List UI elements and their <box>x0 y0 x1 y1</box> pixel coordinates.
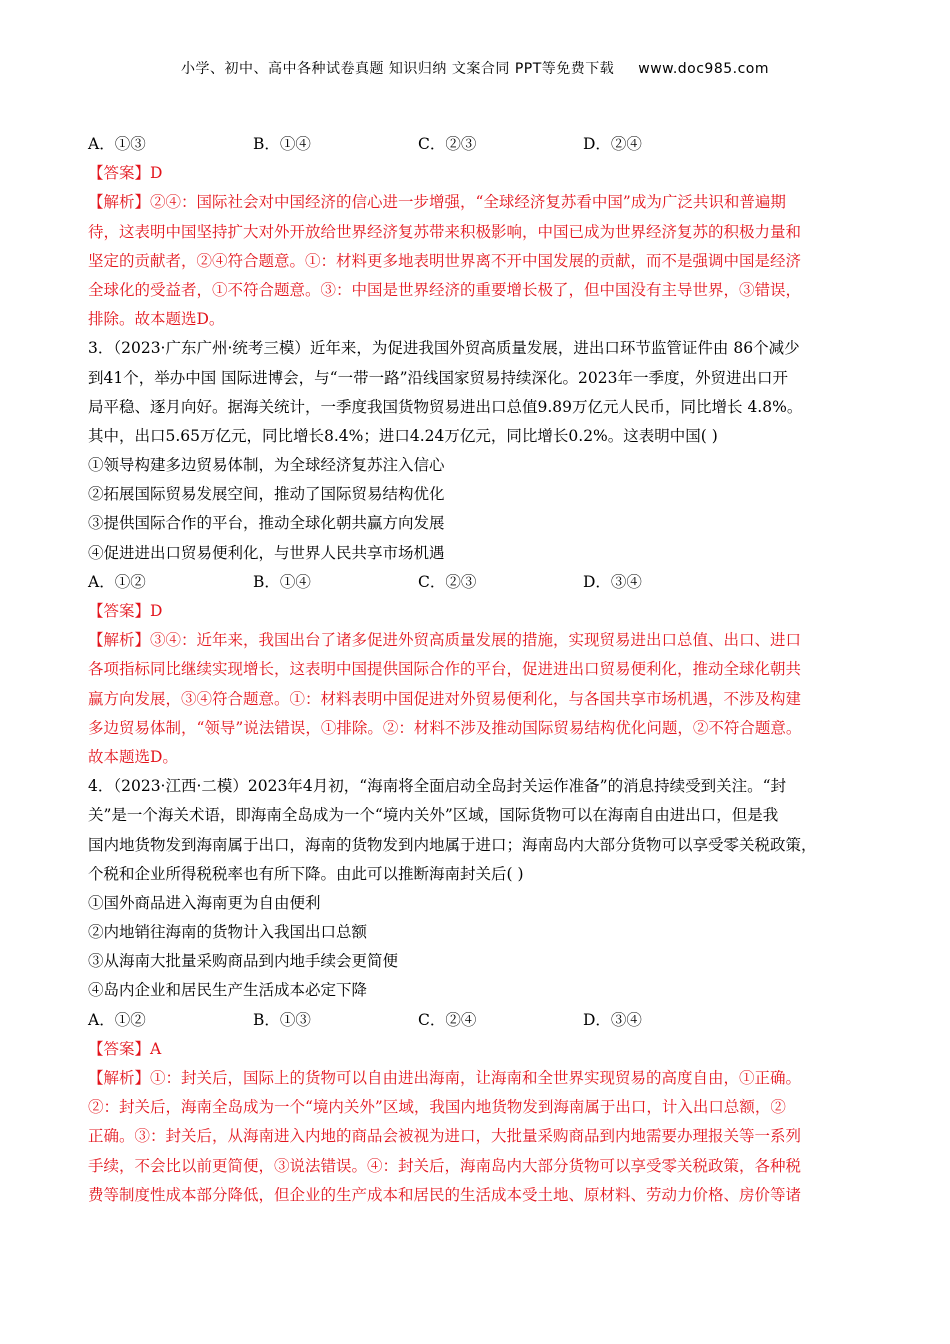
q4-options <box>88 1006 878 1035</box>
q3-option-c: C．②③ <box>418 572 477 591</box>
q4-stem-line: 4．（2023·江西·二模）2023年4月初，“海南将全面启动全岛封关运作准备”的消息持续受到关注。“封 <box>88 777 786 796</box>
q3-option-d: D．③④ <box>583 572 642 591</box>
q3-stem-line: 3．（2023·广东广州·统考三模）近年来，为促进我国外贸高质量发展，进出口环节监管证件由 86个减少 <box>88 339 800 358</box>
q4-option-a: A．①② <box>88 1010 146 1029</box>
q2-analysis-line: 待，这表明中国坚持扩大对外开放给世界经济复苏带来积极影响，中国已成为世界经济复苏的积极力量和 <box>88 222 802 241</box>
q4-item: ①国外商品进入海南更为自由便利 <box>88 893 321 912</box>
q4-analysis-line: 手续，不会比以前更简便，③说法错误。④：封关后，海南岛内大部分货物可以享受零关税政策，各种税 <box>88 1156 802 1175</box>
q3-item: ①领导构建多边贸易体制，为全球经济复苏注入信心 <box>88 456 445 475</box>
header-url[interactable]: www.doc985.com <box>638 61 770 77</box>
q2-answer: 【答案】D <box>88 164 163 183</box>
q4-item: ②内地销往海南的货物计入我国出口总额 <box>88 923 368 942</box>
q3-stem-line: 其中，出口5.65万亿元，同比增长8.4%；进口4.24万亿元，同比增长0.2%。这表明中国( ) <box>88 426 718 445</box>
q2-analysis-line: 【解析】②④：国际社会对中国经济的信心进一步增强，“全球经济复苏看中国”成为广泛共识和普遍期 <box>88 193 786 212</box>
q4-item: ③从海南大批量采购商品到内地手续会更简便 <box>88 952 399 971</box>
q3-analysis-line: 故本题选D。 <box>88 747 178 766</box>
q2-option-d: D．②④ <box>583 135 642 153</box>
q2-analysis-line: 坚定的贡献者，②④符合题意。①：材料更多地表明世界离不开中国发展的贡献，而不是强调中国是经济 <box>88 251 802 270</box>
q2-option-b: B．①④ <box>253 135 311 153</box>
q4-option-b: B．①③ <box>253 1010 311 1029</box>
q3-item: ③提供国际合作的平台，推动全球化朝共赢方向发展 <box>88 514 445 533</box>
q4-option-d: D．③④ <box>583 1010 642 1029</box>
q4-answer: 【答案】A <box>88 1039 162 1058</box>
q2-options <box>88 130 878 159</box>
q3-option-a: A．①② <box>88 572 146 591</box>
q3-item: ④促进进出口贸易便利化，与世界人民共享市场机遇 <box>88 543 445 562</box>
q3-options <box>88 568 878 597</box>
q4-analysis-line: ②：封关后，海南全岛成为一个“境内关外”区域，我国内地货物发到海南属于出口，计入出口总额，② <box>88 1098 786 1117</box>
q3-analysis-line: 各项指标同比继续实现增长，这表明中国提供国际合作的平台，促进进出口贸易便利化，推动全球化朝共 <box>88 660 802 679</box>
q3-analysis-line: 赢方向发展，③④符合题意。①：材料表明中国促进对外贸易便利化，与各国共享市场机遇，不涉及构建 <box>88 689 802 708</box>
q4-stem-line: 国内地货物发到海南属于出口，海南的货物发到内地属于进口；海南岛内大部分货物可以享受零关税政策， <box>88 835 817 854</box>
q3-analysis-line: 多边贸易体制，“领导”说法错误，①排除。②：材料不涉及推动国际贸易结构优化问题，②不符合题意。 <box>88 718 802 737</box>
q3-item: ②拓展国际贸易发展空间，推动了国际贸易结构优化 <box>88 485 445 504</box>
q4-analysis-line: 【解析】①：封关后，国际上的货物可以自由进出海南，让海南和全世界实现贸易的高度自由，①正确。 <box>88 1069 802 1087</box>
document-body <box>88 130 878 1210</box>
q3-stem-line: 局平稳、逐月向好。据海关统计，一季度我国货物贸易进出口总值9.89万亿元人民币，同比增长 4.8%。 <box>88 397 803 416</box>
q4-stem-line: 个税和企业所得税税率也有所下降。由此可以推断海南封关后( ) <box>88 864 524 883</box>
q2-option-c: C．②③ <box>418 135 477 153</box>
q4-stem-line: 关”是一个海关术语，即海南全岛成为一个“境内关外”区域，国际货物可以在海南自由进出口，但是我 <box>88 806 779 825</box>
q4-analysis-line: 费等制度性成本部分降低，但企业的生产成本和居民的生活成本受土地、原材料、劳动力价格、房价等诸 <box>88 1185 802 1204</box>
q4-item: ④岛内企业和居民生产生活成本必定下降 <box>88 981 368 1000</box>
q2-analysis-line: 全球化的受益者，①不符合题意。③：中国是世界经济的重要增长极了，但中国没有主导世界，③错误， <box>88 280 802 299</box>
q4-analysis-line: 正确。③：封关后，从海南进入内地的商品会被视为进口，大批量采购商品到内地需要办理报关等一系列 <box>88 1127 802 1146</box>
header-text: 小学、初中、高中各种试卷真题 知识归纳 文案合同 PPT等免费下载 <box>180 61 615 77</box>
q4-option-c: C．②④ <box>418 1010 477 1029</box>
q2-option-a: A．①③ <box>88 135 146 153</box>
page-header <box>0 58 950 78</box>
q3-answer: 【答案】D <box>88 602 163 620</box>
q3-option-b: B．①④ <box>253 572 311 591</box>
q3-analysis-line: 【解析】③④：近年来，我国出台了诸多促进外贸高质量发展的措施，实现贸易进出口总值、出口、进口 <box>88 631 802 650</box>
q3-stem-line: 到41个，举办中国 国际进博会，与“一带一路”沿线国家贸易持续深化。2023年一季度，外贸进出口开 <box>88 368 788 387</box>
q2-analysis-line: 排除。故本题选D。 <box>88 310 225 329</box>
